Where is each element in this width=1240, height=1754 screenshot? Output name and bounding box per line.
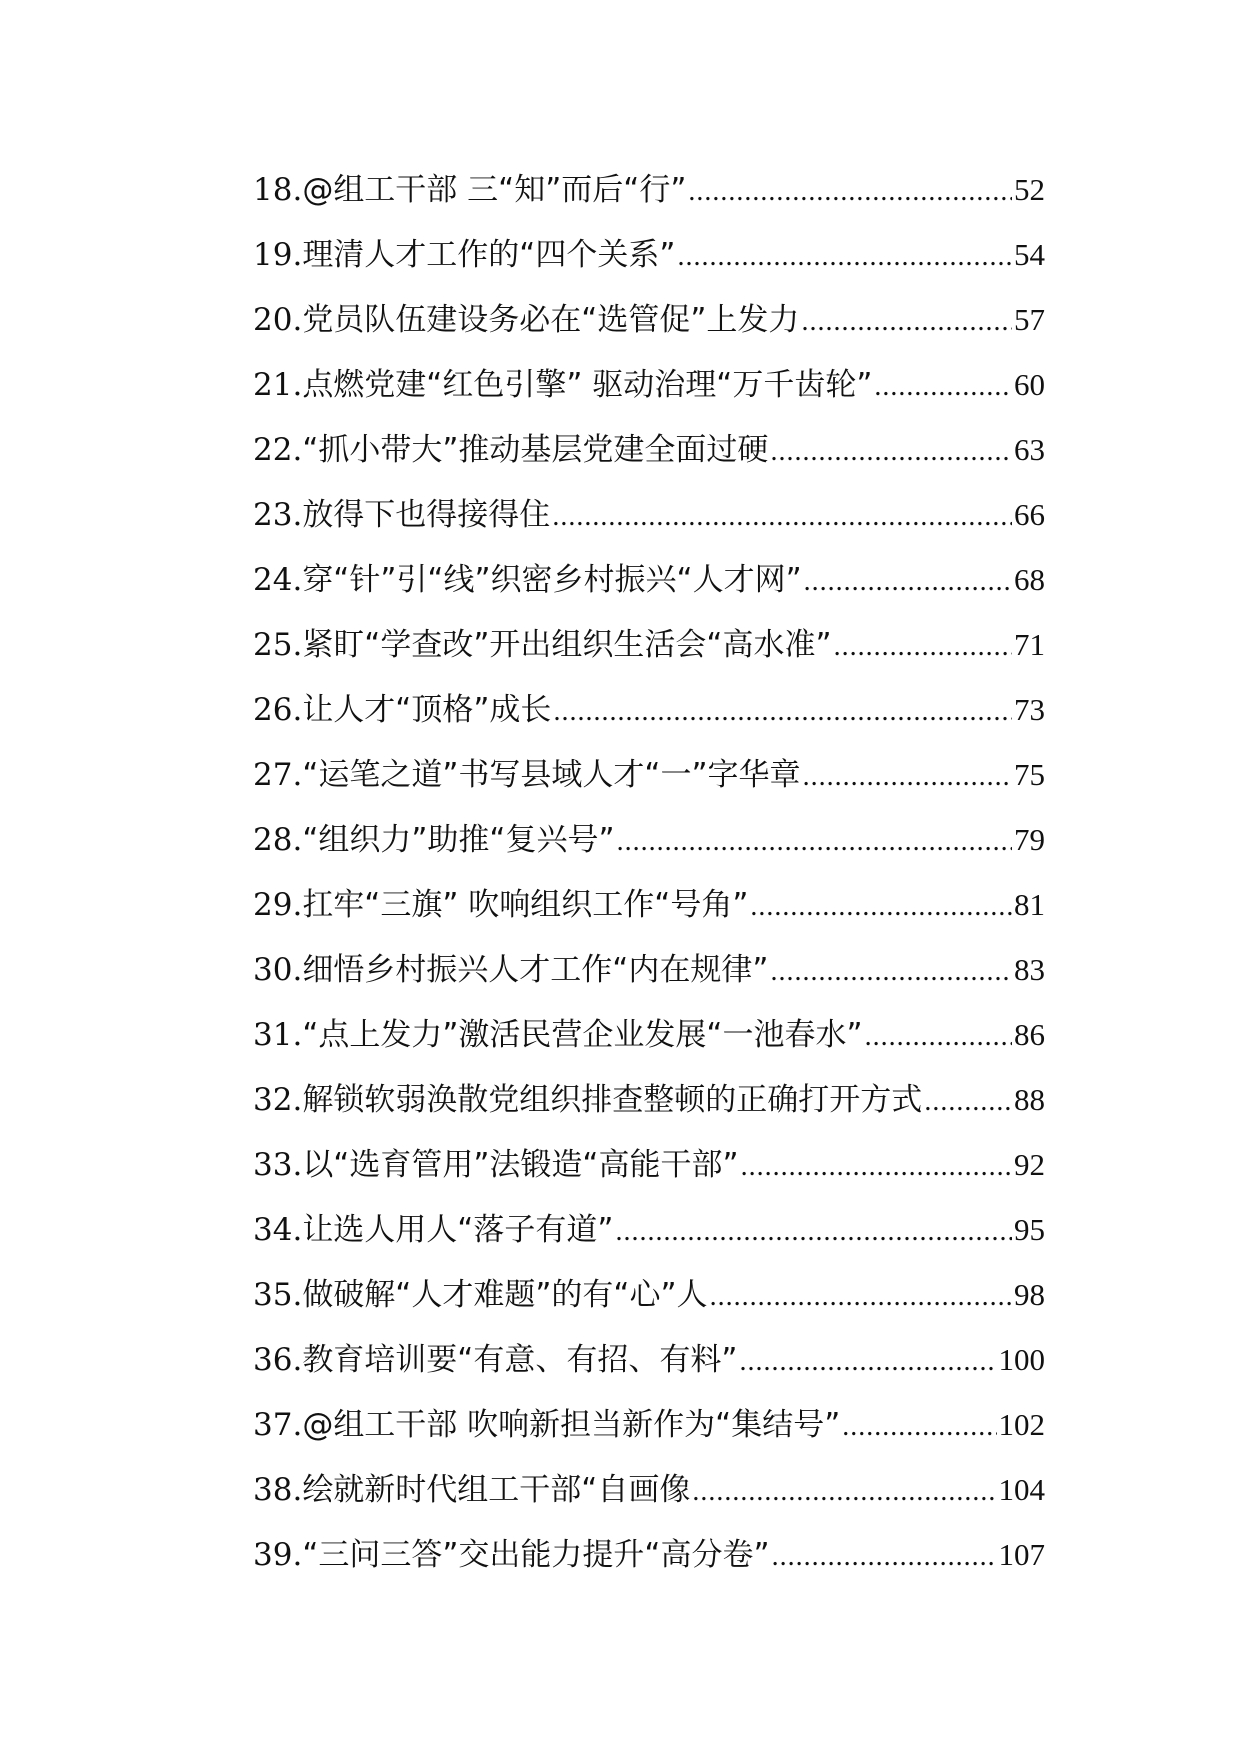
toc-entry-number: 20. (253, 302, 303, 338)
dot-leader (552, 501, 1012, 533)
toc-entry-page-number: 81 (1014, 887, 1045, 922)
toc-entry-number: 26. (253, 692, 303, 728)
dot-leader (770, 436, 1012, 468)
toc-entry-page-number: 98 (1014, 1277, 1045, 1312)
toc-entry[interactable] (253, 294, 1045, 359)
dot-leader (842, 1411, 996, 1443)
toc-entry-number: 35. (253, 1277, 303, 1313)
toc-entry-title: 点燃党建“红色引擎” 驱动治理“万千齿轮” (302, 367, 873, 403)
toc-entry[interactable] (253, 229, 1045, 294)
dot-leader (924, 1086, 1012, 1118)
toc-entry-number: 31. (253, 1017, 303, 1053)
dot-leader (865, 1021, 1012, 1053)
toc-entry-page-number: 88 (1014, 1082, 1045, 1117)
toc-entry[interactable] (253, 1464, 1045, 1529)
dot-leader (741, 1151, 1012, 1183)
toc-entry-title: “三问三答”交出能力提升“高分卷” (302, 1537, 770, 1573)
toc-entry-title: “组织力”助推“复兴号” (302, 822, 615, 858)
toc-entry-page-number: 71 (1014, 627, 1045, 662)
toc-entry[interactable] (253, 164, 1045, 229)
toc-entry[interactable] (253, 1009, 1045, 1074)
toc-entry[interactable] (253, 684, 1045, 749)
toc-entry-number: 23. (253, 497, 303, 533)
toc-entry[interactable] (253, 1139, 1045, 1204)
toc-entry-title: 以“选育管用”法锻造“高能干部” (302, 1147, 739, 1183)
toc-entry-page-number: 63 (1014, 432, 1045, 467)
toc-entry-page-number: 66 (1014, 497, 1045, 532)
toc-entry-page-number: 79 (1014, 822, 1045, 857)
toc-entry[interactable] (253, 814, 1045, 879)
toc-entry-title: 绘就新时代组工干部“自画像 (302, 1472, 691, 1508)
toc-entry-title: “抓小带大”推动基层党建全面过硬 (302, 432, 769, 468)
toc-entry-number: 25. (253, 627, 303, 663)
toc-entry[interactable] (253, 424, 1045, 489)
toc-entry-page-number: 104 (998, 1472, 1045, 1507)
dot-leader (834, 631, 1012, 663)
toc-entry[interactable] (253, 879, 1045, 944)
dot-leader (615, 1216, 1012, 1248)
toc-entry[interactable] (253, 489, 1045, 554)
toc-entry-number: 33. (253, 1147, 303, 1183)
toc-entry-title: 解锁软弱涣散党组织排查整顿的正确打开方式 (302, 1082, 923, 1118)
toc-entry-page-number: 102 (998, 1407, 1045, 1442)
dot-leader (801, 306, 1012, 338)
dot-leader (772, 1541, 997, 1573)
toc-entry-number: 21. (253, 367, 303, 403)
toc-entry-title: “运笔之道”书写县域人才“一”字华章 (302, 757, 801, 793)
toc-entry-title: “点上发力”激活民营企业发展“一池春水” (302, 1017, 863, 1053)
toc-entry-number: 36. (253, 1342, 303, 1378)
toc-entry[interactable] (253, 1074, 1045, 1139)
toc-entry-title: 让人才“顶格”成长 (302, 692, 552, 728)
toc-entry-number: 29. (253, 887, 303, 923)
toc-entry-page-number: 75 (1014, 757, 1045, 792)
toc-entry[interactable] (253, 554, 1045, 619)
toc-entry-title: @组工干部 吹响新担当新作为“集结号” (302, 1407, 841, 1443)
toc-entry[interactable] (253, 1204, 1045, 1269)
toc-entry-page-number: 68 (1014, 562, 1045, 597)
toc-entry-title: 放得下也得接得住 (302, 497, 551, 533)
toc-entry-number: 19. (253, 237, 303, 273)
toc-entry-title: 紧盯“学查改”开出组织生活会“高水准” (302, 627, 832, 663)
toc-entry-number: 18. (253, 172, 303, 208)
toc-entry-page-number: 54 (1014, 237, 1045, 272)
toc-entry-page-number: 60 (1014, 367, 1045, 402)
toc-entry-page-number: 107 (998, 1537, 1045, 1572)
toc-entry-page-number: 95 (1014, 1212, 1045, 1247)
toc-entry-title: 穿“针”引“线”织密乡村振兴“人才网” (302, 562, 802, 598)
toc-entry-number: 39. (253, 1537, 303, 1573)
toc-entry-number: 27. (253, 757, 303, 793)
dot-leader (804, 566, 1012, 598)
dot-leader (739, 1346, 996, 1378)
toc-entry-number: 28. (253, 822, 303, 858)
toc-entry-number: 38. (253, 1472, 303, 1508)
toc-entry-number: 24. (253, 562, 303, 598)
dot-leader (710, 1281, 1012, 1313)
toc-entry[interactable] (253, 619, 1045, 684)
toc-entry[interactable] (253, 1334, 1045, 1399)
dot-leader (677, 241, 1012, 273)
toc-entry[interactable] (253, 749, 1045, 814)
toc-entry[interactable] (253, 944, 1045, 1009)
toc-entry-title: 做破解“人才难题”的有“心”人 (302, 1277, 708, 1313)
toc-entry-title: 让选人用人“落子有道” (302, 1212, 614, 1248)
toc-entry[interactable] (253, 1399, 1045, 1464)
toc-entry[interactable] (253, 1529, 1045, 1594)
toc-entry-title: 教育培训要“有意、有招、有料” (302, 1342, 738, 1378)
toc-entry-number: 22. (253, 432, 303, 468)
dot-leader (874, 371, 1012, 403)
toc-entry-title: 党员队伍建设务必在“选管促”上发力 (302, 302, 800, 338)
toc-entry-page-number: 86 (1014, 1017, 1045, 1052)
toc-entry[interactable] (253, 1269, 1045, 1334)
dot-leader (553, 696, 1012, 728)
dot-leader (688, 176, 1012, 208)
toc-entry-page-number: 57 (1014, 302, 1045, 337)
table-of-contents (253, 164, 1045, 1594)
dot-leader (770, 956, 1012, 988)
toc-entry-page-number: 100 (998, 1342, 1045, 1377)
dot-leader (803, 761, 1012, 793)
toc-entry[interactable] (253, 359, 1045, 424)
toc-entry-page-number: 83 (1014, 952, 1045, 987)
toc-entry-title: 扛牢“三旗” 吹响组织工作“号角” (302, 887, 749, 923)
toc-entry-title: @组工干部 三“知”而后“行” (302, 172, 687, 208)
toc-entry-number: 34. (253, 1212, 303, 1248)
dot-leader (692, 1476, 996, 1508)
toc-entry-page-number: 73 (1014, 692, 1045, 727)
toc-entry-title: 理清人才工作的“四个关系” (302, 237, 676, 273)
toc-entry-title: 细悟乡村振兴人才工作“内在规律” (302, 952, 769, 988)
toc-entry-number: 30. (253, 952, 303, 988)
toc-entry-number: 37. (253, 1407, 303, 1443)
dot-leader (617, 826, 1012, 858)
toc-entry-page-number: 92 (1014, 1147, 1045, 1182)
toc-entry-page-number: 52 (1014, 172, 1045, 207)
toc-entry-number: 32. (253, 1082, 303, 1118)
dot-leader (750, 891, 1012, 923)
